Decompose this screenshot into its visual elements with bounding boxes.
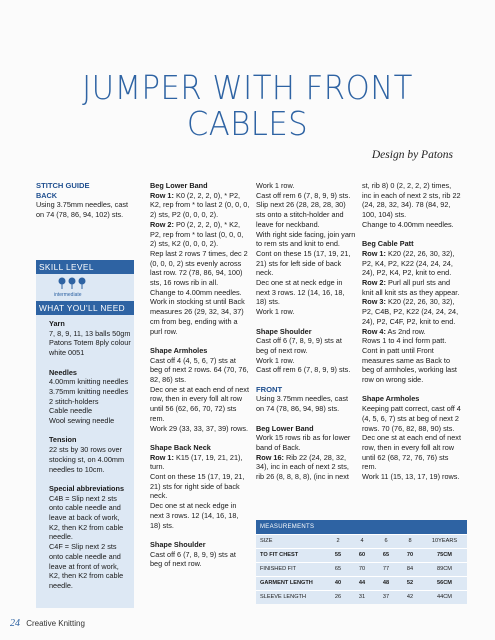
what-you-need-heading: WHAT YOU'LL NEED <box>36 301 134 315</box>
table-cell: 42 <box>406 594 414 600</box>
section-heading: Beg Lower Band <box>150 181 208 190</box>
skill-level-value: intermediate <box>54 292 82 298</box>
instruction-text: Rows 1 to 4 incl form patt. <box>362 336 447 346</box>
byline: Design by Patons <box>371 149 453 161</box>
column-3 <box>256 181 356 482</box>
row-text: K20 (22, 26, 30, 32), P2, C4B, P2, K22 (24, 24, 24, 24), P2, C4F, P2, knit to end. <box>362 297 459 326</box>
skill-level-indicator <box>36 274 134 301</box>
instruction-text: Cont in patt until Front measures same as Back to beg of armholes, working last row on wrong side. <box>362 345 457 385</box>
instruction-row <box>362 297 462 326</box>
instruction-row <box>362 327 462 337</box>
section-heading: Shape Shoulder <box>256 326 312 336</box>
abbreviations-label: Special abbreviations <box>49 483 125 493</box>
table-cell: 2 <box>336 538 340 544</box>
table-cell: 26 <box>334 594 342 600</box>
needles-item: 3.75mm knitting needles <box>49 386 129 396</box>
table-cell: 89CM <box>437 566 452 572</box>
row-text: K0 (2, 2, 2, 0), * P2, K2, rep from * to last 2 (0, 0, 0, 2) sts, P2 (0, 0, 0, 2). <box>150 190 250 220</box>
yarn-ball-icon <box>68 277 76 289</box>
table-cell: 40 <box>334 580 342 586</box>
instruction-text: Change to 4.00mm needles. Work in stocking st until Back measures 26 (29, 32, 34, 37) cm from beg, ending with a purl row. <box>150 287 245 336</box>
table-cell: 70 <box>358 566 366 572</box>
table-row <box>256 576 467 590</box>
row-text: Purl all purl sts and knit all knit sts as they appear. <box>362 278 460 297</box>
row-text: Rib 22 (24, 28, 32, 34), inc in each of next 2 sts, rib 26 (8, 8, 8, 8), (inc in next <box>256 452 349 482</box>
needles-item: 4.00mm knitting needles <box>49 377 129 387</box>
instruction-text: Rep last 2 rows 7 times, dec 2 (0, 0, 0, 2) sts evenly across last row. 72 (78, 86, 94, 100) sts, 16 rows rib in all. <box>150 248 248 288</box>
abbreviation-c4f: C4F = Slip next 2 sts onto cable needle and leave at front of work, K2, then K2 from cable needle. <box>49 542 124 590</box>
instruction-text: Cont on these 15 (17, 19, 21, 21) sts for left side of back neck. <box>256 248 351 278</box>
back-heading: BACK <box>36 190 58 200</box>
instruction-text: Change to 4.00mm needles. <box>362 219 454 229</box>
table-cell: 65 <box>382 552 390 558</box>
yarn-label: Yarn <box>49 319 65 328</box>
instruction-text: Work 15 rows rib as for lower band of Back. <box>256 433 351 452</box>
table-cell: 84 <box>406 566 414 572</box>
instruction-text: Work 29 (33, 33, 37, 39) rows. <box>150 423 249 433</box>
materials-list <box>36 315 134 591</box>
row-label: Row 2: <box>362 278 386 288</box>
row-label: Row 2: <box>150 219 174 229</box>
table-cell: 10YEARS <box>431 538 458 544</box>
row-label: SIZE <box>260 538 273 544</box>
title-line-1: JUMPER WITH FRONT <box>82 68 413 107</box>
table-cell: 77 <box>382 566 390 572</box>
instruction-row <box>362 278 462 297</box>
table-cell: 52 <box>406 580 414 586</box>
instruction-text: st, rib 8) 0 (2, 2, 2, 2) times, inc in each of next 2 sts, rib 22 (24, 28, 32, 34). 78 (84, 92, 100, 104) sts. <box>362 181 461 220</box>
table-row <box>256 534 467 548</box>
row-text: K20 (22, 26, 30, 32), P2, K4, P2, K22 (24, 24, 24, 24), P2, K4, P2, knit to end. <box>362 248 455 278</box>
instruction-text: Cast off 6 (7, 8, 9, 9) sts at beg of next row. <box>150 549 236 569</box>
table-cell: 4 <box>360 538 364 544</box>
sidebar-panel <box>36 260 134 608</box>
row-label: Row 3: <box>362 297 386 307</box>
row-label: Row 1: <box>150 190 174 200</box>
instruction-text: Cont on these 15 (17, 19, 21, 21) sts for right side of back neck. <box>150 472 245 501</box>
instruction-text: Dec one st at each end of next row, then in every foll alt row until 62 (68, 72, 76, 76) sts rem. <box>362 433 461 472</box>
instruction-text: Work 1 row. <box>256 307 295 317</box>
section-heading: Shape Back Neck <box>150 442 211 452</box>
column-2 <box>150 181 250 569</box>
instruction-text: Slip next 26 (28, 28, 28, 30) sts onto a stitch-holder and leave for neckband. <box>256 200 346 229</box>
table-cell: 55 <box>334 552 342 558</box>
needles-item: Wool sewing needle <box>49 416 115 426</box>
row-label: TO FIT CHEST <box>260 552 299 558</box>
page-number: 24 <box>10 618 20 629</box>
row-text: P0 (2, 2, 2, 0), * K2, P2, rep from * to last (0, 0, 0, 2) sts, K2 (0, 0, 0, 2). <box>150 219 244 249</box>
table-cell: 65 <box>334 566 342 572</box>
table-cell: 44 <box>358 580 366 586</box>
tension-text: 22 sts by 30 rows over stocking st, on 4.00mm needles to 10cm. <box>49 445 125 474</box>
table-row <box>256 590 467 604</box>
back-cast-on-text: Using 3.75mm needles, cast on 74 (78, 86, 94, 102) sts. <box>36 200 129 220</box>
measurements-heading: MEASUREMENTS <box>256 520 467 534</box>
section-heading: Shape Armholes <box>150 345 208 355</box>
stitch-guide-heading: STITCH GUIDE <box>36 181 90 190</box>
instruction-row <box>150 220 250 249</box>
yarn-ball-icon <box>58 277 66 289</box>
row-label: GARMENT LENGTH <box>260 580 313 586</box>
instruction-text: Using 3.75mm needles, cast on 74 (78, 86, 94, 98) sts. <box>256 394 349 414</box>
needles-item: Cable needle <box>49 406 93 416</box>
table-cell: 70 <box>406 552 414 558</box>
instruction-text: Dec one st at each end of next row, then in every foll alt row until 56 (62, 66, 70, 72) sts rem. <box>150 384 249 423</box>
table-cell: 48 <box>382 580 390 586</box>
magazine-name: Creative Knitting <box>26 619 85 628</box>
instruction-row <box>150 453 250 472</box>
table-cell: 31 <box>358 594 366 600</box>
table-row <box>256 548 467 562</box>
instruction-text: Work 1 row. <box>256 355 295 365</box>
row-label: FINISHED FIT <box>260 566 297 572</box>
section-heading: Shape Shoulder <box>150 539 206 549</box>
tension-label: Tension <box>49 435 77 445</box>
instruction-text: Cast off 4 (4, 5, 6, 7) sts at beg of next 2 rows. 64 (70, 76, 82, 86) sts. <box>150 355 249 385</box>
yarn-text: 7, 8, 9, 11, 13 balls 50gm Patons Totem 8ply colour white 0051 <box>49 328 131 358</box>
row-label: SLEEVE LENGTH <box>260 594 307 600</box>
abbreviation-c4b: C4B = Slip next 2 sts onto cable needle and leave at back of work, K2, then K2 from cable needle. <box>49 493 124 542</box>
skill-level-heading: SKILL LEVEL <box>36 260 134 274</box>
instruction-text: Dec one st at neck edge in next 3 rows. 12 (14, 16, 18, 18) sts. <box>150 501 239 530</box>
instruction-text: Cast off rem 6 (7, 8, 9, 9) sts. <box>256 365 351 375</box>
table-cell: 75CM <box>437 552 452 558</box>
table-cell: 60 <box>358 552 366 558</box>
row-label: Row 4: <box>362 326 386 336</box>
needles-item: 2 stitch-holders <box>49 396 99 406</box>
instruction-text: With right side facing, join yarn to rem sts and knit to end. <box>256 229 356 249</box>
needles-label: Needles <box>49 367 77 377</box>
row-label: Row 1: <box>150 452 174 462</box>
page-title <box>17 70 477 142</box>
table-cell: 8 <box>408 538 412 544</box>
section-heading: Shape Armholes <box>362 394 420 404</box>
title-line-2: CABLES <box>186 104 309 143</box>
table-cell: 44CM <box>437 594 452 600</box>
row-label: Row 16: <box>256 452 284 462</box>
measurements-table <box>256 520 467 604</box>
instruction-text: Keeping patt correct, cast off 4 (4, 5, 6, 7) sts at beg of next 2 rows. 70 (76, 82, 88, 90) sts. <box>362 404 461 433</box>
front-heading: FRONT <box>256 384 283 394</box>
instruction-text: Cast off 6 (7, 8, 9, 9) sts at beg of next row. <box>256 336 342 355</box>
section-heading: Beg Lower Band <box>256 423 314 433</box>
row-text: K15 (17, 19, 21, 21), turn. <box>150 452 243 472</box>
page-footer <box>10 618 85 629</box>
column-4 <box>362 181 462 482</box>
row-label: Row 1: <box>362 248 386 258</box>
table-cell: 6 <box>384 538 388 544</box>
instruction-text: Dec one st at neck edge in next 3 rows. 12 (14, 16, 18, 18) sts. <box>256 278 345 307</box>
table-row <box>256 562 467 576</box>
yarn-ball-icon <box>78 277 86 289</box>
instruction-text: Work 11 (15, 13, 17, 19) rows. <box>362 472 460 482</box>
table-cell: 37 <box>382 594 390 600</box>
section-heading: Beg Cable Patt <box>362 239 414 249</box>
instruction-text: Cast off rem 6 (7, 8, 9, 9) sts. <box>256 190 351 200</box>
instruction-row <box>150 191 250 220</box>
instruction-row <box>256 453 356 482</box>
row-text: As 2nd row. <box>385 326 426 336</box>
instruction-row <box>362 249 462 278</box>
instruction-text: Work 1 row. <box>256 181 295 190</box>
table-cell: 56CM <box>437 580 452 586</box>
column-1 <box>36 181 134 220</box>
